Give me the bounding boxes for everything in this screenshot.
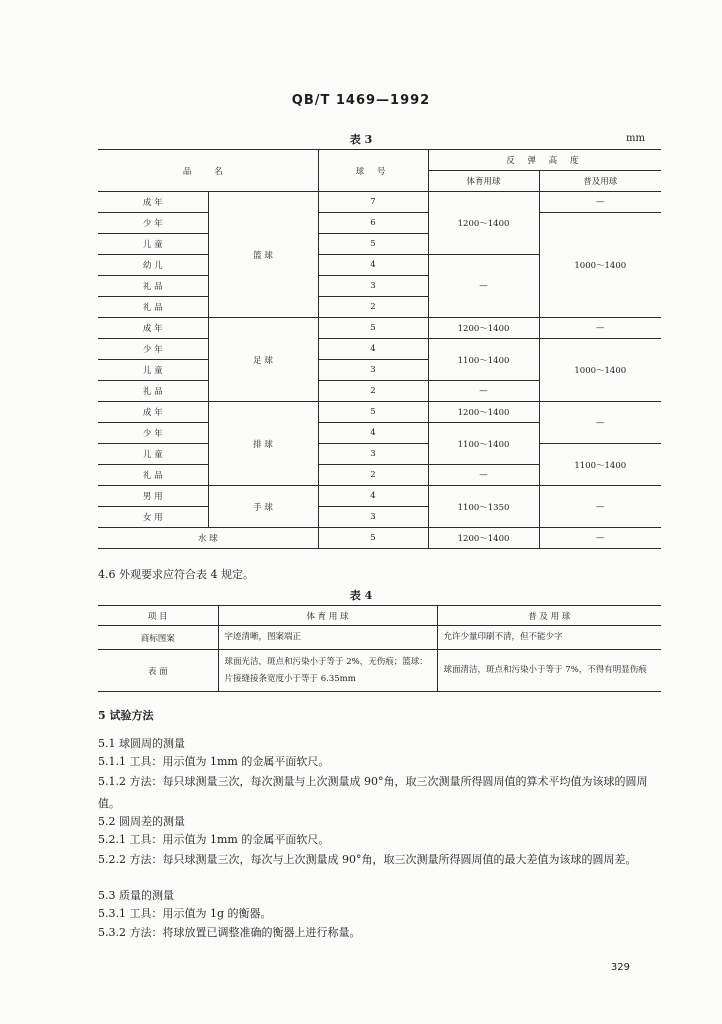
rebound-general: 1000～1400 xyxy=(539,339,661,402)
section-5-3-2: 5.3.2 方法：将球放置已调整准确的衡器上进行称量。 xyxy=(98,926,361,939)
category-volleyball: 排 球 xyxy=(208,402,318,486)
section-5-title: 5 试验方法 xyxy=(98,709,154,722)
table3-header-sport: 体育用球 xyxy=(428,171,539,192)
ball-no: 3 xyxy=(318,360,428,381)
table-row-label: 成 年 xyxy=(98,402,208,423)
category-football: 足 球 xyxy=(208,318,318,402)
section-5-1: 5.1 球圆周的测量 xyxy=(98,737,185,750)
rebound-general: — xyxy=(539,192,661,213)
rebound-general: — xyxy=(539,486,661,528)
table-row-label: 儿 童 xyxy=(98,360,208,381)
ball-no: 3 xyxy=(318,276,428,297)
section-5-2: 5.2 圆周差的测量 xyxy=(98,815,185,828)
table3-caption: 表 3 xyxy=(349,133,373,146)
table4-row-surface-sport: 球面光洁，斑点和污染小于等于 2%，无伤痕；篮球：片接缝接条宽度小于等于 6.35mm xyxy=(218,650,437,692)
ball-no: 5 xyxy=(318,528,428,549)
table-row-label: 儿 童 xyxy=(98,234,208,255)
section-5-2-1: 5.2.1 工具：用示值为 1mm 的金属平面软尺。 xyxy=(98,833,330,846)
table-row-label: 礼 品 xyxy=(98,276,208,297)
ball-no: 3 xyxy=(318,444,428,465)
table-row-label: 少 年 xyxy=(98,339,208,360)
table4-header-sport: 体 育 用 球 xyxy=(218,606,437,626)
table-row-label: 儿 童 xyxy=(98,444,208,465)
rebound-sport: 1100～1400 xyxy=(428,423,539,465)
table-row-label: 男 用 xyxy=(98,486,208,507)
table-row-label: 成 年 xyxy=(98,192,208,213)
table3-header-ball-no: 球 号 xyxy=(318,150,428,192)
clause-4-6: 4.6 外观要求应符合表 4 规定。 xyxy=(98,568,254,581)
ball-no: 4 xyxy=(318,255,428,276)
table4-header-item: 项 目 xyxy=(98,606,218,626)
category-waterball: 水 球 xyxy=(98,528,318,549)
ball-no: 5 xyxy=(318,234,428,255)
table4-row-surface-general: 球面清洁，斑点和污染小于等于 7%，不得有明显伤痕 xyxy=(437,650,661,692)
rebound-sport: 1200～1400 xyxy=(428,318,539,339)
table-row-label: 幼 儿 xyxy=(98,255,208,276)
ball-no: 5 xyxy=(318,318,428,339)
ball-no: 4 xyxy=(318,423,428,444)
rebound-general: — xyxy=(539,402,661,444)
ball-no: 5 xyxy=(318,402,428,423)
rebound-sport: — xyxy=(428,255,539,318)
table3-header-rebound: 反 弹 高 度 xyxy=(428,150,661,171)
table4-row-surface-item: 表 面 xyxy=(98,650,218,692)
table3-header-general: 普及用球 xyxy=(539,171,661,192)
section-5-1-1: 5.1.1 工具：用示值为 1mm 的金属平面软尺。 xyxy=(98,755,330,768)
table4-row-trademark-general: 允许少量印刷不清，但不能少字 xyxy=(437,626,661,650)
ball-no: 4 xyxy=(318,486,428,507)
rebound-general: 1000～1400 xyxy=(539,213,661,318)
rebound-sport: — xyxy=(428,381,539,402)
ball-no: 6 xyxy=(318,213,428,234)
table-row-label: 礼 品 xyxy=(98,465,208,486)
ball-no: 4 xyxy=(318,339,428,360)
rebound-sport: 1100～1400 xyxy=(428,339,539,381)
rebound-sport: 1100～1350 xyxy=(428,486,539,528)
section-5-3: 5.3 质量的测量 xyxy=(98,889,174,902)
table4-row-trademark-sport: 字迹清晰，图案端正 xyxy=(218,626,437,650)
category-handball: 手 球 xyxy=(208,486,318,528)
table-row-label: 女 用 xyxy=(98,507,208,528)
rebound-general: — xyxy=(539,528,661,549)
table-row-label: 少 年 xyxy=(98,423,208,444)
ball-no: 2 xyxy=(318,297,428,318)
table4-caption: 表 4 xyxy=(349,589,373,602)
table3 xyxy=(98,149,661,549)
rebound-sport: 1200～1400 xyxy=(428,192,539,255)
table4 xyxy=(98,605,661,692)
table-row-label: 礼 品 xyxy=(98,381,208,402)
table4-header-general: 普 及 用 球 xyxy=(437,606,661,626)
table-row-label: 礼 品 xyxy=(98,297,208,318)
section-5-3-1: 5.3.1 工具：用示值为 1g 的衡器。 xyxy=(98,907,272,920)
table-row-label: 成 年 xyxy=(98,318,208,339)
table3-header-name: 品 名 xyxy=(98,150,318,192)
section-5-2-2: 5.2.2 方法：每只球测量三次，每次与上次测量成 90°角，取三次测量所得圆周值的最大差值为该球的圆周差。 xyxy=(98,853,637,866)
page-number: 329 xyxy=(610,962,630,973)
rebound-sport: — xyxy=(428,465,539,486)
rebound-general: 1100～1400 xyxy=(539,444,661,486)
section-5-1-2: 5.1.2 方法：每只球测量三次，每次测量与上次测量成 90°角，取三次测量所得圆周值的算术平均值为该球的圆周值。 xyxy=(98,775,648,810)
ball-no: 3 xyxy=(318,507,428,528)
category-basketball: 篮 球 xyxy=(208,192,318,318)
standard-header: QB/T 1469—1992 xyxy=(291,93,431,108)
table-row-label: 少 年 xyxy=(98,213,208,234)
table3-unit: mm xyxy=(626,133,645,144)
rebound-general: — xyxy=(539,318,661,339)
rebound-sport: 1200～1400 xyxy=(428,402,539,423)
rebound-sport: 1200～1400 xyxy=(428,528,539,549)
table4-row-trademark-item: 商标图案 xyxy=(98,626,218,650)
ball-no: 7 xyxy=(318,192,428,213)
ball-no: 2 xyxy=(318,381,428,402)
ball-no: 2 xyxy=(318,465,428,486)
